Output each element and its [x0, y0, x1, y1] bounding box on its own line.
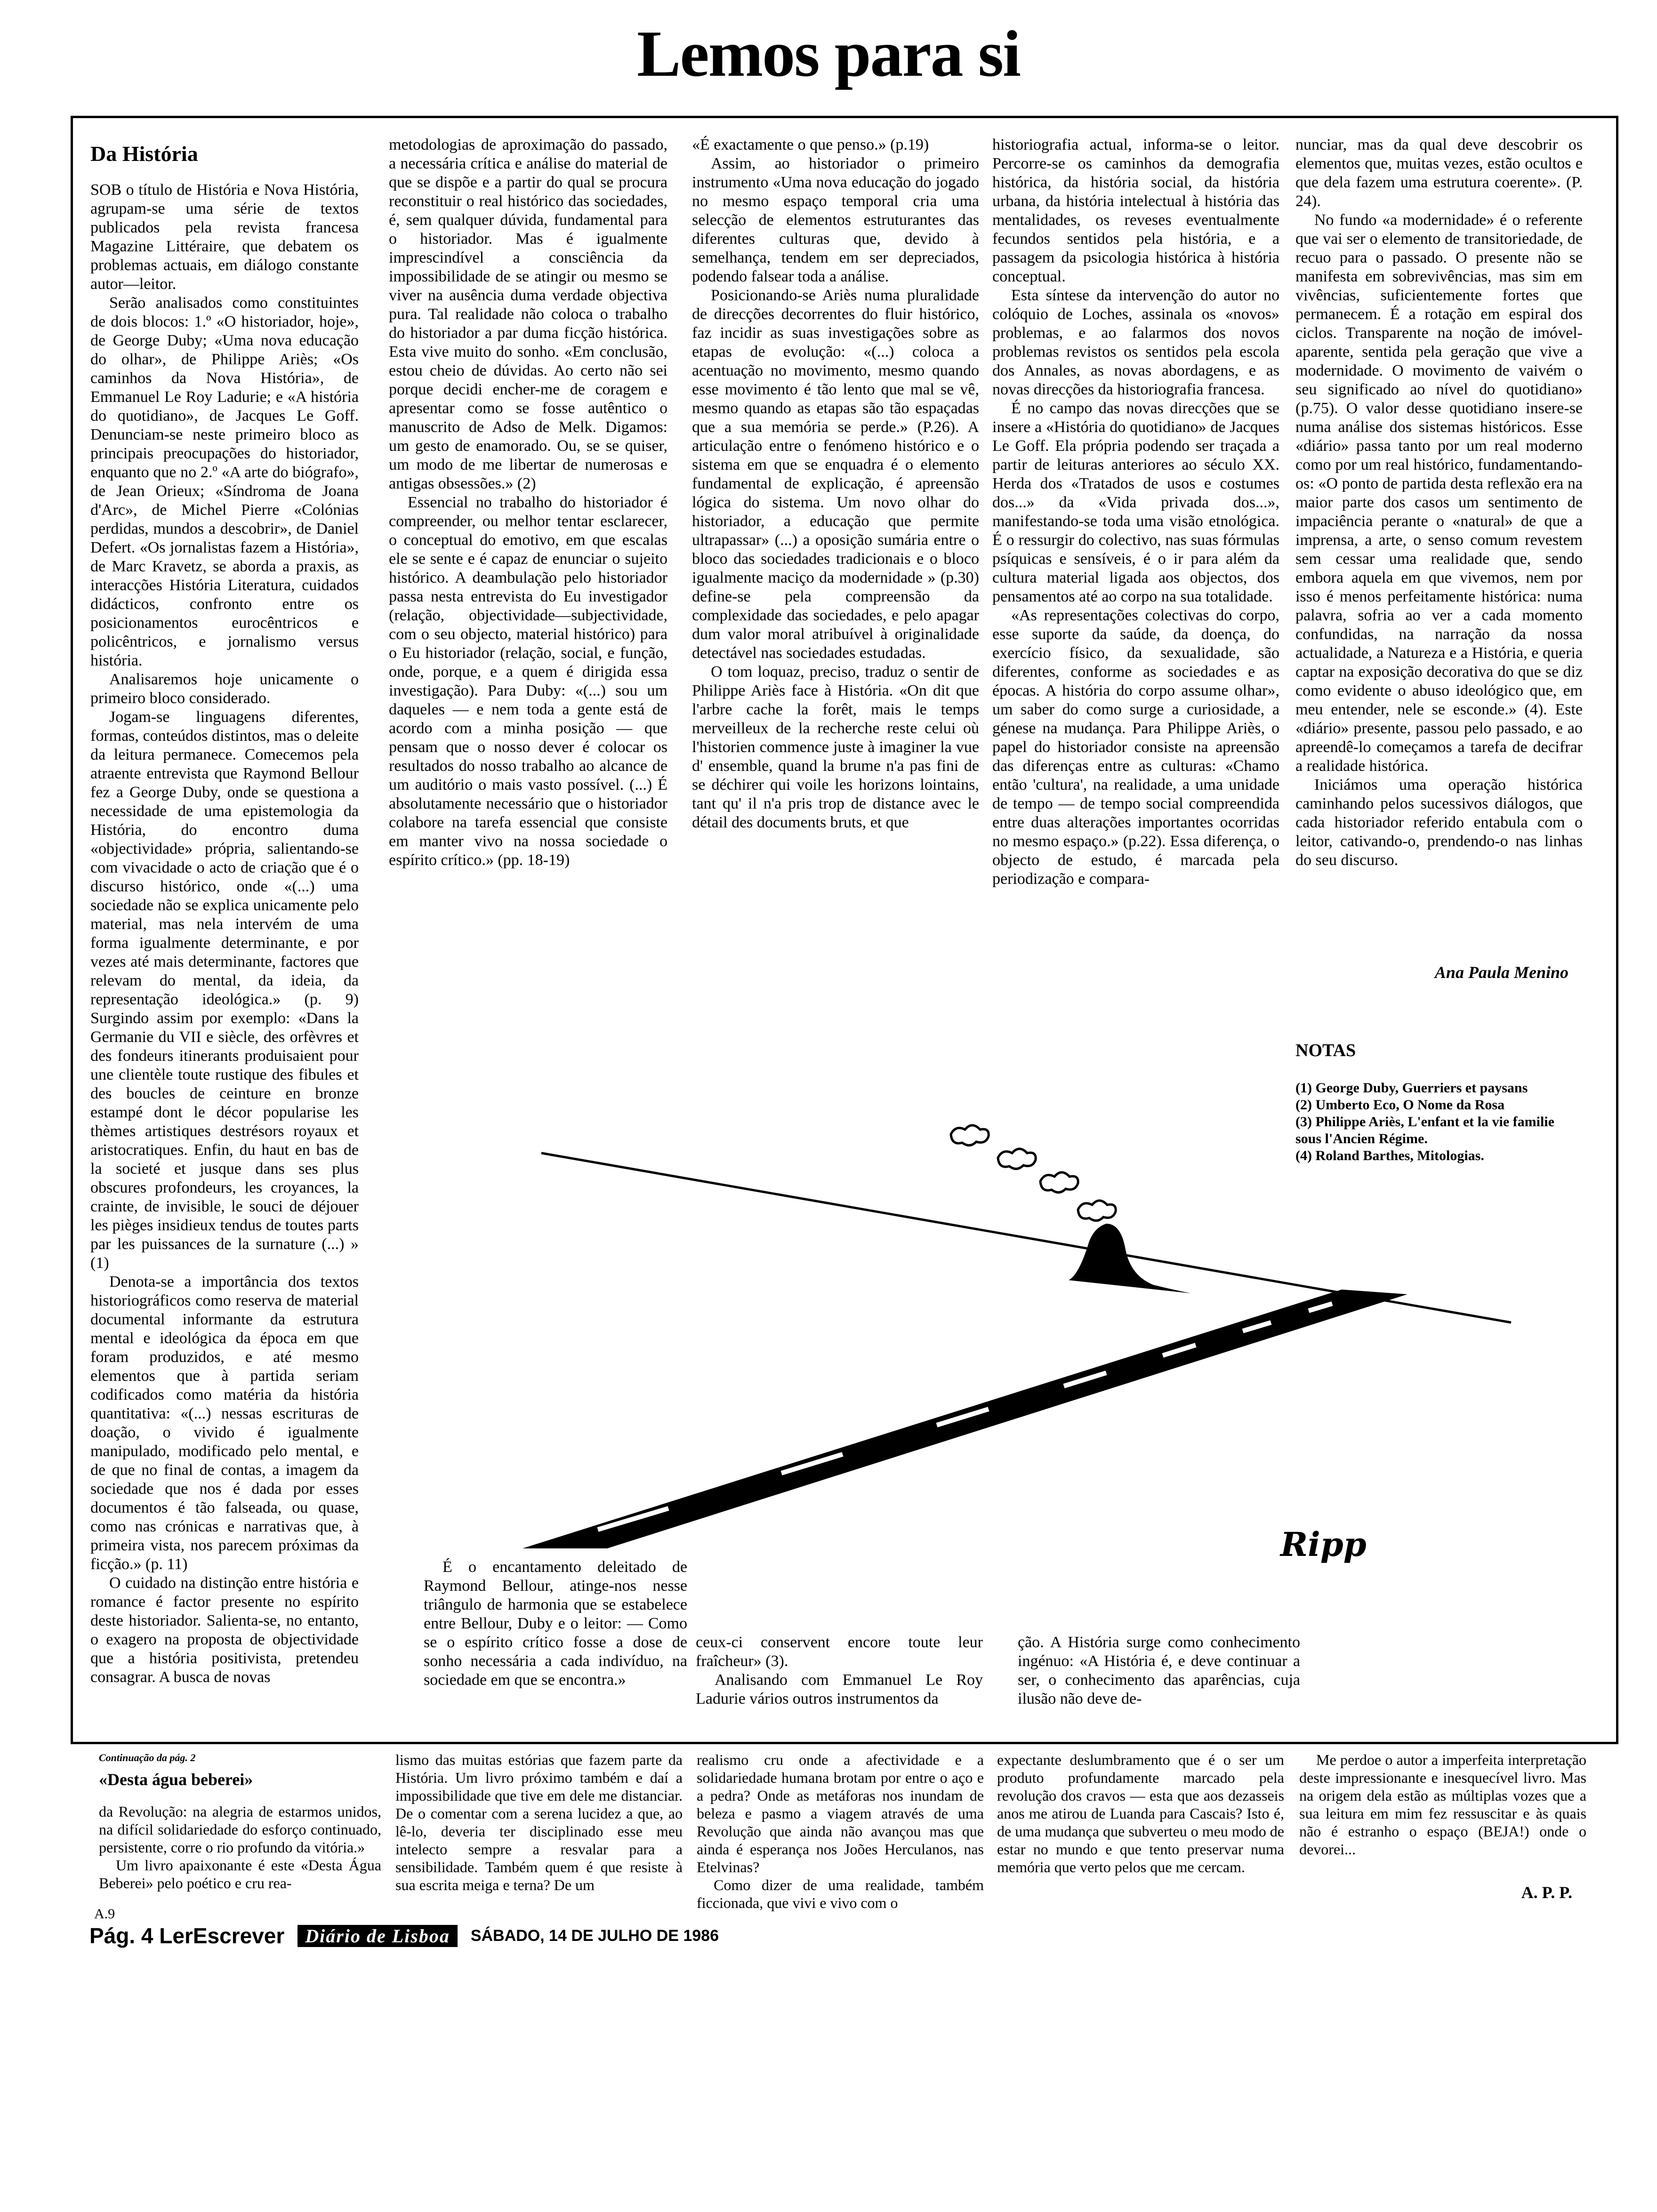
paragraph: Um livro apaixonante é este «Desta Água Beberei» pelo poético e cru rea- — [99, 1857, 381, 1891]
paragraph: ção. A História surge como conhecimento ingénuo: «A História é, e deve continuar a ser, o conhecimento das aparências, cuja ilusão não deve de- — [1018, 1634, 1300, 1707]
issue-date: SÁBADO, 14 DE JULHO DE 1986 — [470, 1926, 719, 1945]
paragraph: «As representações colectivas do corpo, esse suporte da saúde, da doença, do exercício físico, da sexualidade, são diferentes, conforme as sociedades e as épocas. A história do corpo assume olhar», um saber do como surge a curiosidade, a génese na mudança. Para Philippe Ariès, o papel do historiador consiste na apreensão das diferenças entre as culturas: «Chamo então 'cultura', na realidade, a uma unidade de tempo — de tempo social compreendida entre duas alterações importantes ocorridas no mesmo espaço.» (p.22). Essa diferença, o objecto de estudo, é marcada pela periodização e compara- — [992, 607, 1279, 888]
road-illustration — [513, 1125, 1520, 1548]
paragraph: Essencial no trabalho do historiador é compreender, ou melhor tentar esclarecer, o conceptual do emotivo, em que escalas ele se sente e é capaz de enunciar o sujeito histórico. A deambulação pelo historiador passa nesta entrevista do Eu investigador (relação, objectividade—subjectividade, com o seu objecto, material histórico) para o Eu historiador (relação, social, e função, onde, porque, e a quem é dirigida essa investigação). Para Duby: «(...) sou um daqueles — e nem toda a gente está de acordo com a minha posição — que pensam que o nosso dever é colocar os resultados do nosso trabalho ao alcance de um auditório o mais vasto possível. (...) É absolutamente necessário que o historiador colabore na tarefa essencial que consiste em manter vivo na nossa sociedade o espírito crítico.» (pp. 18-19) — [389, 494, 668, 869]
paragraph: Analisando com Emmanuel Le Roy Ladurie vários outros instrumentos da — [696, 1671, 983, 1707]
paragraph: O tom loquaz, preciso, traduz o sentir de Philippe Ariès face à História. «On dit que l'arbre cache la forêt, mais le temps merveilleux de la recherche reste celui où l'historien commence juste à imaginer la vue d' ensemble, quand la brume n'a pas fini de se déchirer qui voile les horizons lointains, tant qu' il n'a pris trop de distance avec le détail des documents bruts, et que — [692, 663, 979, 831]
continuation-column-3 — [697, 1751, 984, 1911]
article-column-4 — [992, 136, 1279, 992]
paragraph: expectante deslumbramento que é o ser um produto profundamente marcado pela revolução dos cravos — esta que aos dezasseis anos me atirou de Luanda para Cascais? Isto é, de uma mudança que subverteu o meu modo de estar no mundo e que tento preservar numa memória que verto pelos que me cercam. — [997, 1751, 1284, 1875]
note-item: (4) Roland Barthes, Mitologias. — [1295, 1148, 1484, 1163]
paragraph: «É exactamente o que penso.» (p.19) — [692, 136, 929, 153]
page-title: Lemos para si — [637, 17, 1020, 90]
continuation-column-4 — [997, 1751, 1284, 1901]
paragraph: Assim, ao historiador o primeiro instrumento «Uma nova educação do jogado no mesmo espaço temporal cria uma selecção de elementos estruturantes das diferentes culturas que, devido à semelhança, tendem em ser depreciados, podendo falsear toda a análise. — [692, 155, 979, 285]
paragraph: ceux-ci conservent encore toute leur fraîcheur» (3). — [696, 1634, 983, 1670]
continuation-label: Continuação da pág. 2 — [99, 1752, 196, 1763]
article-column-3 — [692, 136, 979, 926]
paragraph: Denota-se a importância dos textos historiográficos como reserva de material documental informante da estrutura mental e ideológica da época em que foram produzidos, e até mesmo elementos que à partida seriam codificados como matéria da história quantitativa: «(...) nessas escrituras de doação, o vivido é igualmente manipulado, modificado pelo mental, e de que no final de contas, a imagem da sociedade que nos é dada por esses documentos é tão falseada, ou quase, como nas crónicas e narrativas que, à primeira vista, nos parecem próximas da ficção.» (p. 11) — [90, 1273, 359, 1573]
paragraph: lismo das muitas estórias que fazem parte da História. Um livro próximo também e daí a impossibilidade que tive em dele me distanciar. De o comentar com a serena lucidez a que, ao lê-lo, deveria ter disciplinado esse meu intelecto sempre a resvalar para a sensibilidade. Também quem é que resiste à sua escrita meiga e terna? De um — [395, 1751, 683, 1893]
paragraph: O cuidado na distinção entre história e romance é factor presente no espírito deste historiador. Salienta-se, no entanto, o exagero na proposta de objectividade que a história positivista, pretendeu consagrar. A busca de novas — [90, 1574, 359, 1686]
page-footer — [89, 1923, 719, 1948]
under-illustration-col-3 — [696, 1633, 983, 1727]
note-item: (1) George Duby, Guerriers et paysans — [1295, 1080, 1528, 1096]
paragraph: Iniciámos uma operação histórica caminhando pelos sucessivos diálogos, que cada historiador referido entabula com o leitor, cativando-o, prendendo-o nas linhas do seu discurso. — [1295, 776, 1583, 869]
under-illustration-col-4 — [1018, 1633, 1300, 1727]
continuation-column-5 — [1299, 1751, 1586, 1873]
masthead-logo: Diário de Lisboa — [298, 1925, 458, 1947]
continuation-title: «Desta água beberei» — [99, 1770, 253, 1789]
note-item: (3) Philippe Ariès, L'enfant et la vie familie sous l'Ancien Régime. — [1295, 1114, 1554, 1146]
paragraph: Analisaremos hoje unicamente o primeiro bloco considerado. — [90, 671, 359, 707]
paragraph: metodologias de aproximação do passado, a necessária crítica e análise do material de que se dispõe e a partir do qual se procura reconstituir o real histórico das sociedades, é, sem qualquer dúvida, fundamental para o historiador. Mas é igualmente imprescindível a consciência da impossibilidade de se atingir ou mesmo se viver na ausência duma verdade objectiva pura. Tal realidade não coloca o trabalho do historiador a par duma ficção histórica. Esta vive muito do sonho. «Em conclusão, estou cheio de dúvidas. Ao certo não sei porque decidi encher-me de coragem e apresentar como se fosse autêntico o manuscrito de Adso de Melk. Digamos: um gesto de enamorado. Ou, se se quiser, um modo de me libertar de numerosas e antigas obsessões.» (2) — [389, 136, 668, 492]
continuation-column-2 — [395, 1751, 683, 1901]
continuation-signature: A. P. P. — [1521, 1883, 1572, 1902]
article-column-2 — [389, 136, 668, 1171]
paragraph: No fundo «a modernidade» é o referente que vai ser o elemento de transitoriedade, de recuo para o passado. O presente não se manifesta em sobrevivências, mas sim em vivências, suficientemente fortes que permanecem. É a rotação em espiral dos ciclos. Transparente na noção de imóvel-aparente, sentida pela geração que vive a modernidade. O movimento de vaivém o seu significado ao nível do quotidiano» (p.75). O valor desse quotidiano insere-se numa análise dos sistemas históricos. Esse «diário» passa tanto por um real moderno como por um real histórico, fundamentando-os: «O ponto de partida desta reflexão era na maior parte dos casos um sentimento de impaciência perante o «natural» de que a imprensa, a arte, o senso comum revestem sem cessar uma realidade que, sendo embora aquela em que vivemos, nem por isso é menos perfeitamente histórica: numa palavra, sofria ao ver a cada momento confundidas, na narração da nossa actualidade, a Natureza e a História, e queria captar na exposição decorativa do que se diz como evidente o abuso ideológico que, em meu entender, nele se esconde.» (4). Este «diário» presente, passou pelo passado, e ao apreendê-lo começamos a tarefa de decifrar a realidade histórica. — [1295, 211, 1583, 775]
note-item: (2) Umberto Eco, O Nome da Rosa — [1295, 1097, 1505, 1113]
paragraph: historiografia actual, informa-se o leitor. Percorre-se os caminhos da demografia histórica, da história social, da história urbana, da história intelectual à história das mentalidades, os reveses eventualmente fecundos sentidos pela história, e a passagem da psicologia histórica à história conceptual. — [992, 136, 1279, 285]
paragraph: da Revolução: na alegria de estarmos unidos, na difícil solidariedade do esforço continuado, persistente, corre o rio profundo da vitória.» — [99, 1803, 381, 1856]
article-column-1 — [90, 141, 359, 1723]
notes-title: NOTAS — [1295, 1041, 1356, 1060]
paragraph: É o encantamento deleitado de Raymond Bellour, atinge-nos nesse triângulo de harmonia que se estabelece entre Bellour, Duby e o leitor: — Como se o espírito crítico fosse a dose de sonho necessária a cada indivíduo, na sociedade em que se encontra.» — [424, 1558, 687, 1689]
paragraph: Jogam-se linguagens diferentes, formas, conteúdos distintos, mas o deleite da leitura permanece. Comecemos pela atraente entrevista que Raymond Bellour fez a George Duby, onde se questiona a necessidade de uma epistemologia da História, do encontro duma «objectividade» própria, salientando-se com vivacidade o acto de criação que é o discurso histórico, onde «(...) uma sociedade não se explica unicamente pelo material, mas nela intervém de uma forma igualmente determinante, e por vezes até mais determinante, factores que relevam do mental, da ideia, da representação ideológica.» (p. 9) Surgindo assim por exemplo: «Dans la Germanie du VII e siècle, des orfèvres et des fondeurs itinerants produisaient pour une clientèle toute rustique des fibules et des boucles de ceinture en bronze estampé dont le décor popularise les thèmes artistiques destrésors royaux et aristocratiques. Enfin, du haut en bas de la societé et jusque dans ses plus obscures profondeurs, les croyances, la crainte, de invisible, le souci de déjouer les pièges insidieux tendus de toutes parts par les puissances de la surnature (...) » (1) — [90, 708, 359, 1272]
paragraph: nunciar, mas da qual deve descobrir os elementos que, muitas vezes, estão ocultos e que dela fazem uma estrutura coerente». (P. 24). — [1295, 136, 1583, 210]
under-illustration-col-2 — [424, 1558, 687, 1732]
byline: Ana Paula Menino — [1434, 963, 1569, 982]
paragraph: SOB o título de História e Nova História, agrupam-se uma série de textos publicados pela revista francesa Magazine Littéraire, que debatem os problemas actuais, em diálogo constante autor—leitor. — [90, 181, 359, 293]
continuation-column-1 — [99, 1803, 381, 1897]
clouds — [951, 1125, 1116, 1221]
corner-mark: A.9 — [94, 1906, 115, 1922]
paragraph: É no campo das novas direcções que se insere a «História do quotidiano» de Jacques Le Goff. Ela própria podendo ser traçada a partir de leituras anteriores ao século XX. Herda dos «Tratados de usos e costumes dos...» da «Vida privada dos...», manifestando-se toda uma visão etnológica. É o ressurgir do colectivo, nas suas fórmulas psíquicas e sensíveis, é o ir para além da cultura material ligada aos objectos, dos pensamentos até ao corpo na sua totalidade. — [992, 400, 1279, 605]
section-title: Da História — [90, 142, 198, 166]
paragraph: Como dizer de uma realidade, também ficcionada, que vivi e vivo com o — [697, 1876, 984, 1911]
paragraph: realismo cru onde a afectividade e a solidariedade humana brotam por entre o aço e a pedra? Onde as metáforas nos inundam de beleza e pasmo a viagem através de uma Revolução que ainda não avançou mas que ainda é esperança nos Joões Herculanos, nas Etelvinas? — [697, 1751, 984, 1875]
paragraph: Serão analisados como constituintes de dois blocos: 1.º «O historiador, hoje», de George Duby; «Uma nova educação do olhar», de Philippe Ariès; «Os caminhos da Nova História», de Emmanuel Le Roy Ladurie; e «A história do quotidiano», de Jacques Le Goff. Denunciam-se neste primeiro bloco as principais preocupações do historiador, enquanto que no 2.º «A arte do biógrafo», de Jean Orieux; «Síndroma de Joana d'Arc», de Michel Pierre «Colónias perdidas, mundos a descobrir», de Daniel Defert. «Os jornalistas fazem a História», de Marc Kravetz, se aborda a praxis, as interacções História Literatura, cuidados didácticos, confronto entre os posicionamentos eurocêntricos e policêntricos, e jornalismo versus história. — [90, 294, 359, 669]
paragraph: Posicionando-se Ariès numa pluralidade de direcções decorrentes do fluir histórico, faz incidir as suas investigações sobre as etapas de evolução: «(...) coloca a acentuação no movimento, mesmo quando esse movimento é tão lento que mal se vê, mesmo quando as etapas são tão espaçadas que a sua memória se perde.» (P.26). A articulação entre o fenómeno histórico e o sistema em que se enquadra é o elemento fundamental de explicação, é apreensão lógica do sistema. Um novo olhar do historiador, a educação que permite ultrapassar» (...) a oposição sumária entre o bloco das sociedades tradicionais e o bloco igualmente maciço da modernidade » (p.30) define-se pela compreensão da complexidade das sociedades, e pelo apagar dum valor moral atribuível à originalidade detectável nas sociedades estudadas. — [692, 287, 979, 662]
page-label: Pág. 4 LerEscrever — [89, 1923, 285, 1948]
article-column-5 — [1295, 136, 1583, 987]
paragraph: Me perdoe o autor a imperfeita interpretação deste impressionante e inesquecível livro. Mas na origem dela estão as múltiplas vozes que a sua leitura em mim fez ressuscitar e às quais não é estranho o espaço (BEJA!) onde o devorei... — [1299, 1751, 1586, 1858]
paragraph: Esta síntese da intervenção do autor no colóquio de Loches, assinala os «novos» problemas, e ao falarmos dos novos problemas revistos os sentidos pela escola dos Annales, as novas abordagens, e as novas direcções da historiografia francesa. — [992, 287, 1279, 398]
illustration-signature: Ripp — [1280, 1525, 1367, 1564]
road — [523, 1290, 1408, 1548]
rock-formation — [1069, 1224, 1191, 1293]
